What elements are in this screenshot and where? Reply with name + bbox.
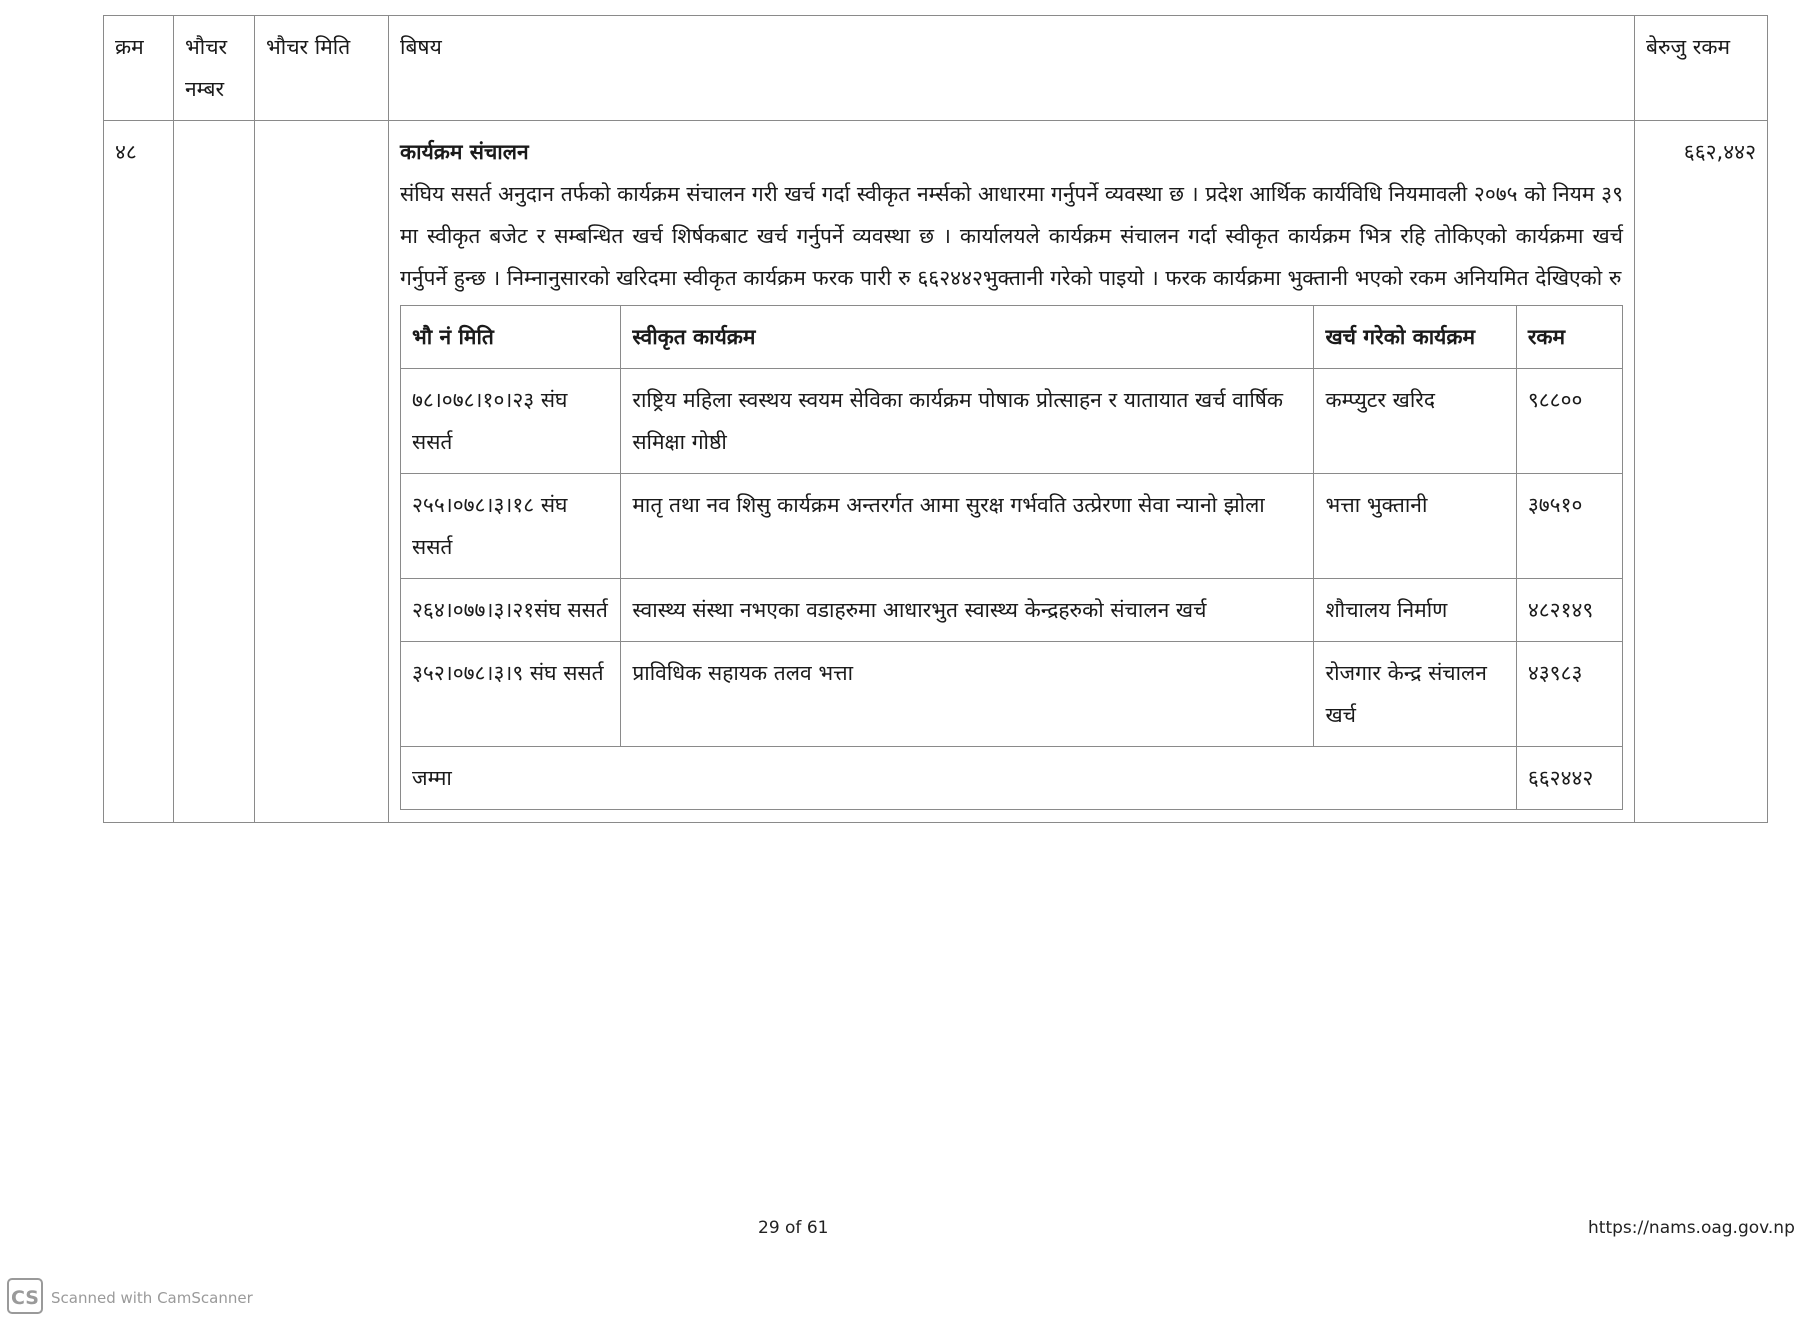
program-table [400, 305, 1623, 810]
program-header-amount: रकम [1516, 306, 1622, 369]
program-header-spent: खर्च गरेको कार्यक्रम [1314, 306, 1516, 369]
audit-table-row [104, 121, 1768, 823]
program-spent: भत्ता भुक्तानी [1314, 474, 1516, 579]
page-number: 29 of 61 [758, 1218, 829, 1238]
program-amount: ४३९८३ [1516, 642, 1622, 747]
program-approved: प्राविधिक सहायक तलव भत्ता [621, 642, 1314, 747]
program-amount: ४८२१४९ [1516, 579, 1622, 642]
header-amount: बेरुजु रकम [1635, 16, 1768, 121]
program-voucher: २६४।०७७।३।२१संघ ससर्त [401, 579, 621, 642]
subject-title: कार्यक्रम संचालन [400, 140, 529, 164]
program-header-voucher: भौ नं मिति [401, 306, 621, 369]
program-total-row [401, 747, 1623, 810]
header-subject: बिषय [389, 16, 1635, 121]
program-voucher: ७८।०७८।१०।२३ संघ ससर्त [401, 369, 621, 474]
program-approved: मातृ तथा नव शिसु कार्यक्रम अन्तरर्गत आमा सुरक्ष गर्भवति उत्प्रेरणा सेवा न्यानो झोला [621, 474, 1314, 579]
table-row [401, 474, 1623, 579]
program-spent: कम्प्युटर खरिद [1314, 369, 1516, 474]
camscanner-watermark: Scanned with CamScanner [51, 1289, 253, 1307]
row-amount: ६६२,४४२ [1635, 121, 1768, 823]
row-serial: ४८ [104, 121, 174, 823]
program-total-label: जम्मा [401, 747, 1517, 810]
program-voucher: २५५।०७८।३।१८ संघ ससर्त [401, 474, 621, 579]
program-header-approved: स्वीकृत कार्यक्रम [621, 306, 1314, 369]
program-spent: शौचालय निर्माण [1314, 579, 1516, 642]
program-approved: स्वास्थ्य संस्था नभएका वडाहरुमा आधारभुत स्वास्थ्य केन्द्रहरुको संचालन खर्च [621, 579, 1314, 642]
subject-paragraph: संघिय ससर्त अनुदान तर्फको कार्यक्रम संचालन गरी खर्च गर्दा स्वीकृत नर्म्सको आधारमा गर्नुपर्ने व्यवस्था छ । प्रदेश आर्थिक कार्यविधि नियमावली २०७५ को नियम ३९ मा स्वीकृत बजेट र सम्बन्धित खर्च शिर्षकबाट खर्च गर्नुपर्ने व्यवस्था छ । कार्यालयले कार्यक्रम संचालन गर्दा स्वीकृत कार्यक्रम भित्र रहि तोकिएको कार्यक्रमा खर्च गर्नुपर्ने हुन्छ । निम्नानुसारको खरिदमा स्वीकृत कार्यक्रम फरक पारी रु ६६२४४२भुक्तानी गरेको पाइयो । फरक कार्यक्रमा भुक्तानी भएको रकम अनियमित देखिएको रु [400, 182, 1623, 290]
program-spent: रोजगार केन्द्र संचालन खर्च [1314, 642, 1516, 747]
row-voucher-number [174, 121, 255, 823]
table-row [401, 642, 1623, 747]
header-voucher-number: भौचर नम्बर [174, 16, 255, 121]
table-row [401, 579, 1623, 642]
program-approved: राष्ट्रिय महिला स्वस्थय स्वयम सेविका कार्यक्रम पोषाक प्रोत्साहन र यातायात खर्च वार्षिक समिक्षा गोष्ठी [621, 369, 1314, 474]
footer-url: https://nams.oag.gov.np [1588, 1218, 1795, 1238]
program-total-amount: ६६२४४२ [1516, 747, 1622, 810]
row-voucher-date [255, 121, 389, 823]
audit-table-header-row [104, 16, 1768, 121]
camscanner-logo-icon: CS [7, 1278, 43, 1314]
program-amount: ९८८०० [1516, 369, 1622, 474]
header-voucher-date: भौचर मिति [255, 16, 389, 121]
header-serial: क्रम [104, 16, 174, 121]
row-subject [389, 121, 1635, 823]
program-table-header-row [401, 306, 1623, 369]
table-row [401, 369, 1623, 474]
program-amount: ३७५१० [1516, 474, 1622, 579]
audit-table [103, 15, 1768, 823]
program-voucher: ३५२।०७८।३।९ संघ ससर्त [401, 642, 621, 747]
